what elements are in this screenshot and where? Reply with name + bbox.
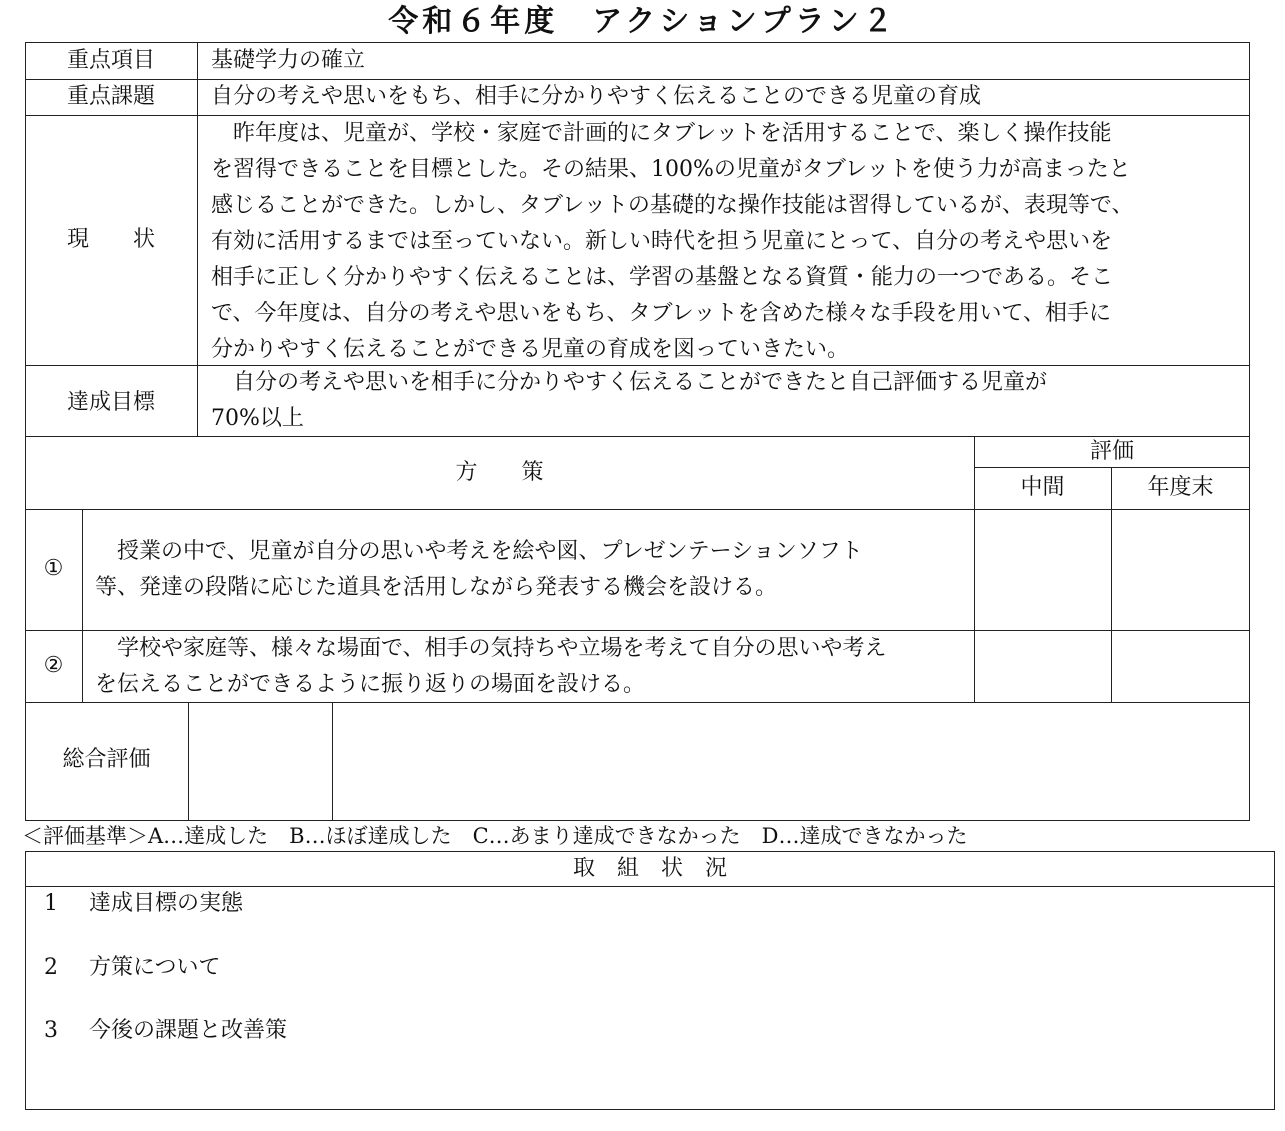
text-line: 70%以上 [211, 406, 304, 431]
text-line: 学校や家庭等、様々な場面で、相手の気持ちや立場を考えて自分の思いや考え [95, 636, 887, 661]
goal-text [211, 365, 1239, 437]
measure-number: ② [43, 653, 64, 678]
progress-item-number: 3 [44, 1018, 58, 1043]
text-line: 感じることができた。しかし、タブレットの基礎的な操作技能は習得しているが、表現等で、 [211, 193, 1134, 218]
text-line: 分かりやすく伝えることができる児童の育成を図っていきたい。 [211, 337, 850, 362]
focus-item-value: 基礎学力の確立 [211, 48, 366, 73]
focus-issue-value: 自分の考えや思いをもち、相手に分かりやすく伝えることのできる児童の育成 [211, 84, 982, 109]
document-title: 令和６年度 アクションプラン２ [388, 4, 897, 39]
measure-number: ① [43, 556, 64, 581]
text-line: 相手に正しく分かりやすく伝えることは、学習の基盤となる資質・能力の一つである。そこ [211, 265, 1114, 290]
measure-text [95, 631, 965, 703]
focus-issue-label: 重点課題 [66, 84, 155, 109]
measure-text [95, 534, 965, 606]
measure1-midterm-cell[interactable] [975, 510, 1110, 629]
measure2-year-end-cell[interactable] [1112, 631, 1249, 701]
text-line: 自分の考えや思いを相手に分かりやすく伝えることができたと自己評価する児童が [211, 370, 1048, 395]
text-line: 授業の中で、児童が自分の思いや考えを絵や図、プレゼンテーションソフト [95, 539, 863, 564]
measures-header: 方 策 [455, 460, 544, 485]
overall-comment-cell[interactable] [333, 703, 1249, 820]
text-line: で、今年度は、自分の考えや思いをもち、タブレットを含めた様々な手段を用いて、相手に [211, 301, 1112, 326]
measure-number-divider [82, 509, 83, 702]
text-line: を伝えることができるように振り返りの場面を設ける。 [95, 672, 646, 697]
measure2-midterm-cell[interactable] [975, 631, 1110, 701]
progress-item-number: 1 [44, 891, 58, 916]
progress-item-text: 達成目標の実態 [89, 891, 244, 916]
evaluation-header: 評価 [1089, 439, 1134, 464]
overall-grade-cell[interactable] [189, 703, 331, 820]
progress-item-text: 今後の課題と改善策 [89, 1018, 288, 1043]
goal-label: 達成目標 [66, 390, 155, 415]
focus-item-label: 重点項目 [66, 48, 155, 73]
text-line: 等、発達の段階に応じた道具を活用しながら発表する機会を設ける。 [95, 575, 778, 600]
year-end-header: 年度末 [1147, 475, 1214, 500]
overall-label: 総合評価 [62, 747, 151, 772]
text-line: 有効に活用するまでは至っていない。新しい時代を担う児童にとって、自分の考えや思いを [211, 229, 1113, 254]
evaluation-criteria: ＜評価基準＞A…達成した B…ほぼ達成した C…あまり達成できなかった D…達成できなかった [22, 824, 968, 848]
progress-header: 取 組 状 況 [572, 856, 727, 881]
current-state-label: 現 状 [66, 227, 155, 252]
progress-item-number: 2 [44, 955, 58, 980]
current-state-text [211, 116, 1239, 368]
midterm-header: 中間 [1020, 475, 1065, 500]
text-line: を習得できることを目標とした。その結果、100%の児童がタブレットを使う力が高まったと [211, 157, 1131, 182]
measure1-year-end-cell[interactable] [1112, 510, 1249, 629]
progress-item-text: 方策について [89, 955, 221, 980]
label-column-divider [197, 42, 198, 436]
text-line: 昨年度は、児童が、学校・家庭で計画的にタブレットを活用することで、楽しく操作技能 [211, 121, 1112, 146]
